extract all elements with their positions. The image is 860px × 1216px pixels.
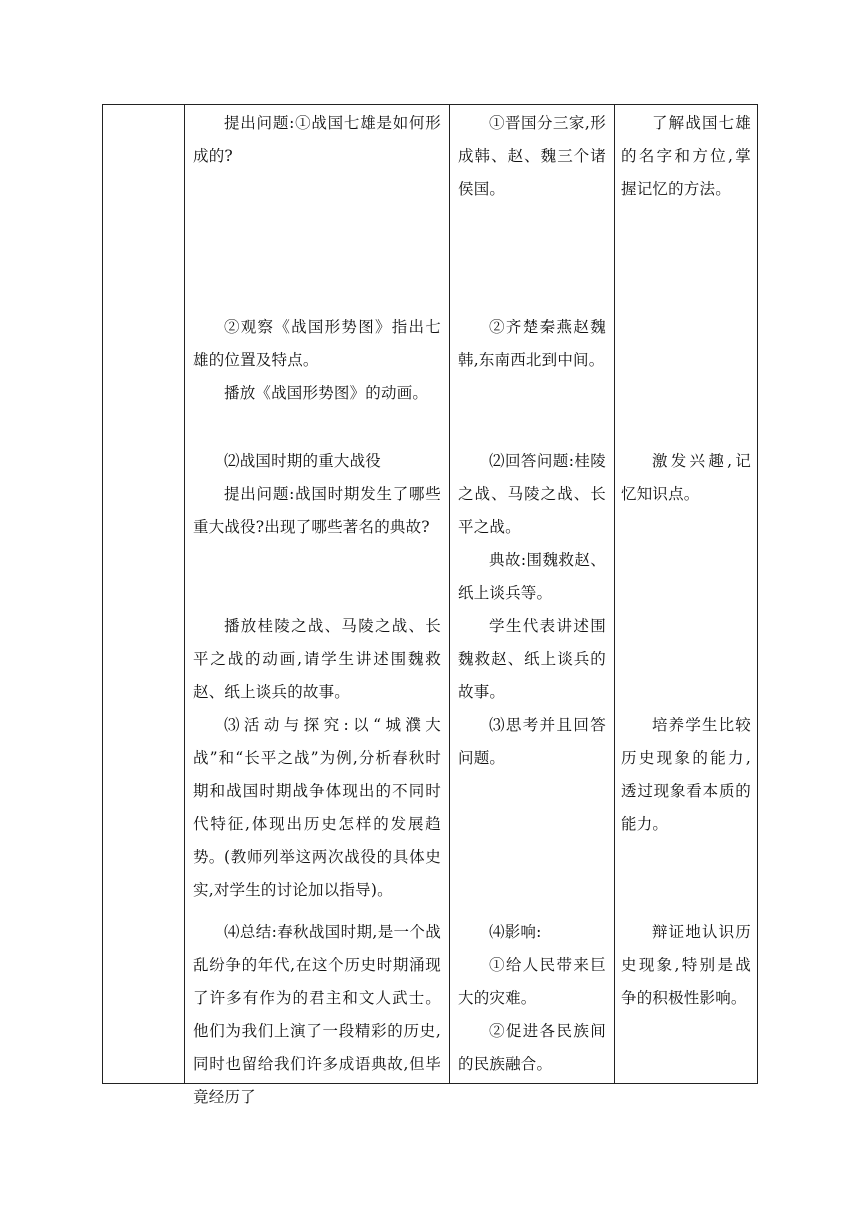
- intent-paragraph: 了解战国七雄的名字和方位,掌握记忆的方法。: [621, 114, 751, 198]
- teacher-paragraph: ②观察《战国形势图》指出七雄的位置及特点。: [193, 318, 441, 369]
- lesson-table: [102, 104, 758, 1106]
- student-paragraph: ②促进各民族间的民族融合。: [458, 1022, 606, 1073]
- intent-paragraph: 培养学生比较历史现象的能力,透过现象看本质的能力。: [621, 716, 751, 833]
- stage-column: [103, 105, 184, 1083]
- student-paragraph: 学生代表讲述围魏救赵、纸上谈兵的故事。: [458, 617, 606, 701]
- teacher-paragraph: (教师列举这两次战役的具体史实,对学生的讨论加以指导)。: [193, 848, 441, 899]
- teacher-paragraph: 提出问题:战国时期发生了哪些重大战役?出现了哪些著名的典故?: [193, 485, 441, 536]
- teacher-paragraph: 播放《战国形势图》的动画。: [224, 384, 429, 402]
- student-paragraph: ①给人民带来巨大的灾难。: [458, 956, 606, 1007]
- student-paragraph: ②齐楚秦燕赵魏韩,东南西北到中间。: [458, 318, 606, 369]
- student-paragraph: 典故:围魏救赵、纸上谈兵等。: [458, 551, 606, 602]
- student-paragraph: ⑶思考并且回答问题。: [458, 716, 606, 767]
- teacher-paragraph: 提出问题:①战国七雄是如何形成的?: [193, 114, 441, 165]
- student-paragraph: ①晋国分三家,形成韩、赵、魏三个诸侯国。: [458, 114, 606, 198]
- student-activity-column: [450, 105, 614, 1083]
- teacher-paragraph: ⑷总结:春秋战国时期,是一个战乱纷争的年代,在这个历史时期涌现了许多有作为的君主和文人武士。他们为我们上演了一段精彩的历史,同时也留给我们许多成语典故,但毕竟经历了: [193, 923, 441, 1106]
- design-intent-column: [615, 105, 757, 1083]
- teacher-paragraph: ⑵战国时期的重大战役: [224, 452, 382, 470]
- student-paragraph: ⑷影响:: [489, 923, 542, 941]
- teacher-paragraph: 播放桂陵之战、马陵之战、长平之战的动画,请学生讲述围魏救赵、纸上谈兵的故事。: [193, 617, 441, 701]
- intent-paragraph: 激发兴趣,记忆知识点。: [621, 452, 751, 503]
- teacher-paragraph: ⑶活动与探究:以“城濮大战”和“长平之战”为例,分析春秋时期和战国时期战争体现出的不同时代特征,体现出历史怎样的发展趋势。: [193, 716, 441, 866]
- teacher-activity-column: [185, 105, 449, 1106]
- intent-paragraph: 辩证地认识历史现象,特别是战争的积极性影响。: [621, 923, 751, 1007]
- student-paragraph: ⑵回答问题:桂陵之战、马陵之战、长平之战。: [458, 452, 606, 536]
